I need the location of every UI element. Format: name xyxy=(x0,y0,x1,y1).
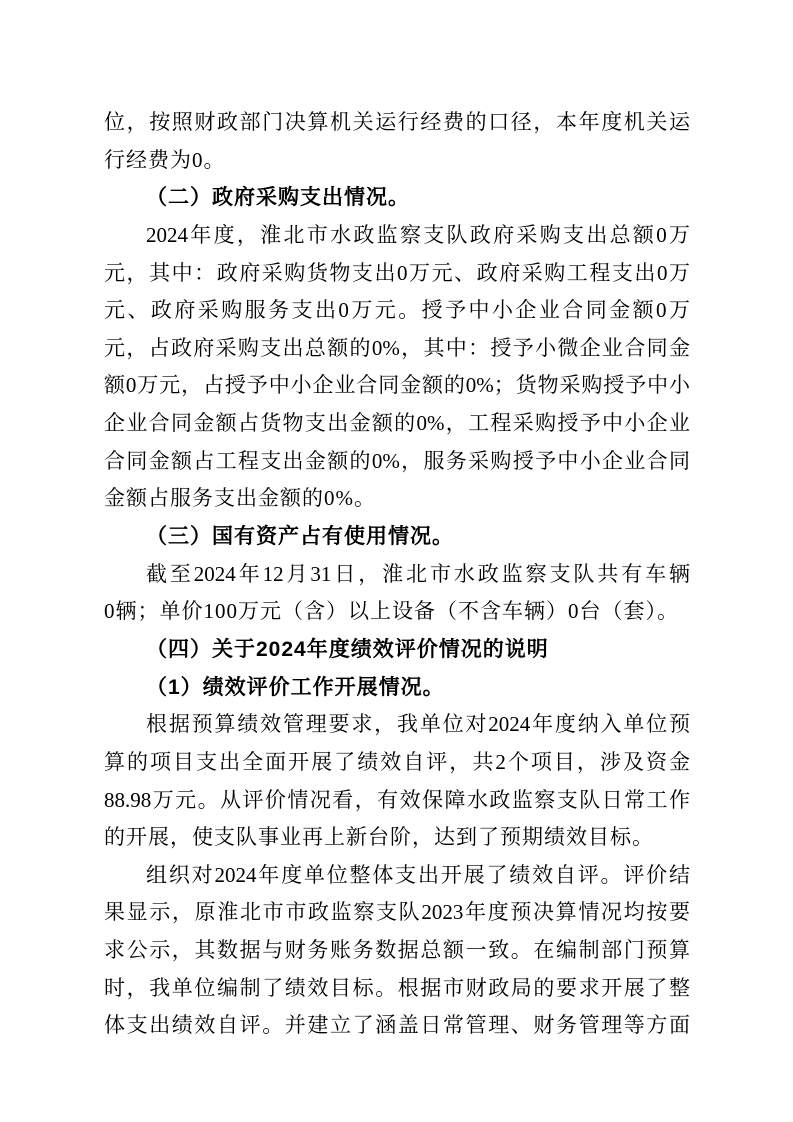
para-overall-expenditure-self-evaluation xyxy=(104,857,690,1045)
para-state-owned-assets-details xyxy=(104,556,690,631)
text-line: 的开展，使支队事业再上新台阶，达到了预期绩效目标。 xyxy=(104,825,654,850)
para-agency-operating-cost-continuation xyxy=(104,104,690,179)
text-line: 元，占政府采购支出总额的0%，其中：授予小微企业合同金 xyxy=(104,335,690,360)
text-line: 0辆；单价100万元（含）以上设备（不含车辆）0台（套）。 xyxy=(104,599,679,624)
document-text-area xyxy=(104,104,690,1045)
text-line: 企业合同金额占货物支出金额的0%，工程采购授予中小企业 xyxy=(104,411,690,436)
text-line: 额0万元，占授予中小企业合同金额的0%；货物采购授予中小 xyxy=(104,373,690,398)
text-line: 时，我单位编制了绩效目标。根据市财政局的要求开展了整 xyxy=(104,975,690,1000)
heading-section-2-government-procurement xyxy=(104,179,690,217)
text-line: 元、政府采购服务支出0万元。授予中小企业合同金额0万 xyxy=(104,298,690,323)
text-line: 果显示，原淮北市市政监察支队2023年度预决算情况均按要 xyxy=(104,900,690,925)
text-line: 88.98万元。从评价情况看，有效保障水政监察支队日常工作 xyxy=(104,787,690,812)
text-line: 2024年度，淮北市水政监察支队政府采购支出总额0万 xyxy=(146,222,690,247)
text-line: 求公示，其数据与财务账务数据总额一致。在编制部门预算 xyxy=(104,938,690,963)
para-project-self-evaluation xyxy=(104,706,690,857)
text-line: 算的项目支出全面开展了绩效自评，共2个项目，涉及资金 xyxy=(104,749,690,774)
heading-section-4-performance-evaluation xyxy=(104,631,690,669)
text-line: （四）关于2024年度绩效评价情况的说明 xyxy=(146,637,549,661)
text-line: 体支出绩效自评。并建立了涵盖日常管理、财务管理等方面 xyxy=(104,1013,690,1038)
text-line: 合同金额占工程支出金额的0%，服务采购授予中小企业合同 xyxy=(104,448,690,473)
text-line: （1）绩效评价工作开展情况。 xyxy=(146,675,445,699)
text-line: 金额占服务支出金额的0%。 xyxy=(104,486,376,511)
heading-subsection-1-performance-evaluation-work xyxy=(104,669,690,707)
text-line: 截至2024年12月31日，淮北市水政监察支队共有车辆 xyxy=(146,561,690,586)
text-line: 元，其中：政府采购货物支出0万元、政府采购工程支出0万 xyxy=(104,260,690,285)
text-line: 行经费为0。 xyxy=(104,147,226,172)
text-line: （二）政府采购支出情况。 xyxy=(146,186,410,210)
para-government-procurement-details xyxy=(104,217,690,518)
text-line: 组织对2024年度单位整体支出开展了绩效自评。评价结 xyxy=(146,862,690,887)
heading-section-3-state-owned-assets xyxy=(104,518,690,556)
text-line: 根据预算绩效管理要求，我单位对2024年度纳入单位预 xyxy=(146,712,690,737)
text-line: （三）国有资产占有使用情况。 xyxy=(146,525,454,549)
text-line: 位，按照财政部门决算机关运行经费的口径，本年度机关运 xyxy=(104,110,690,134)
